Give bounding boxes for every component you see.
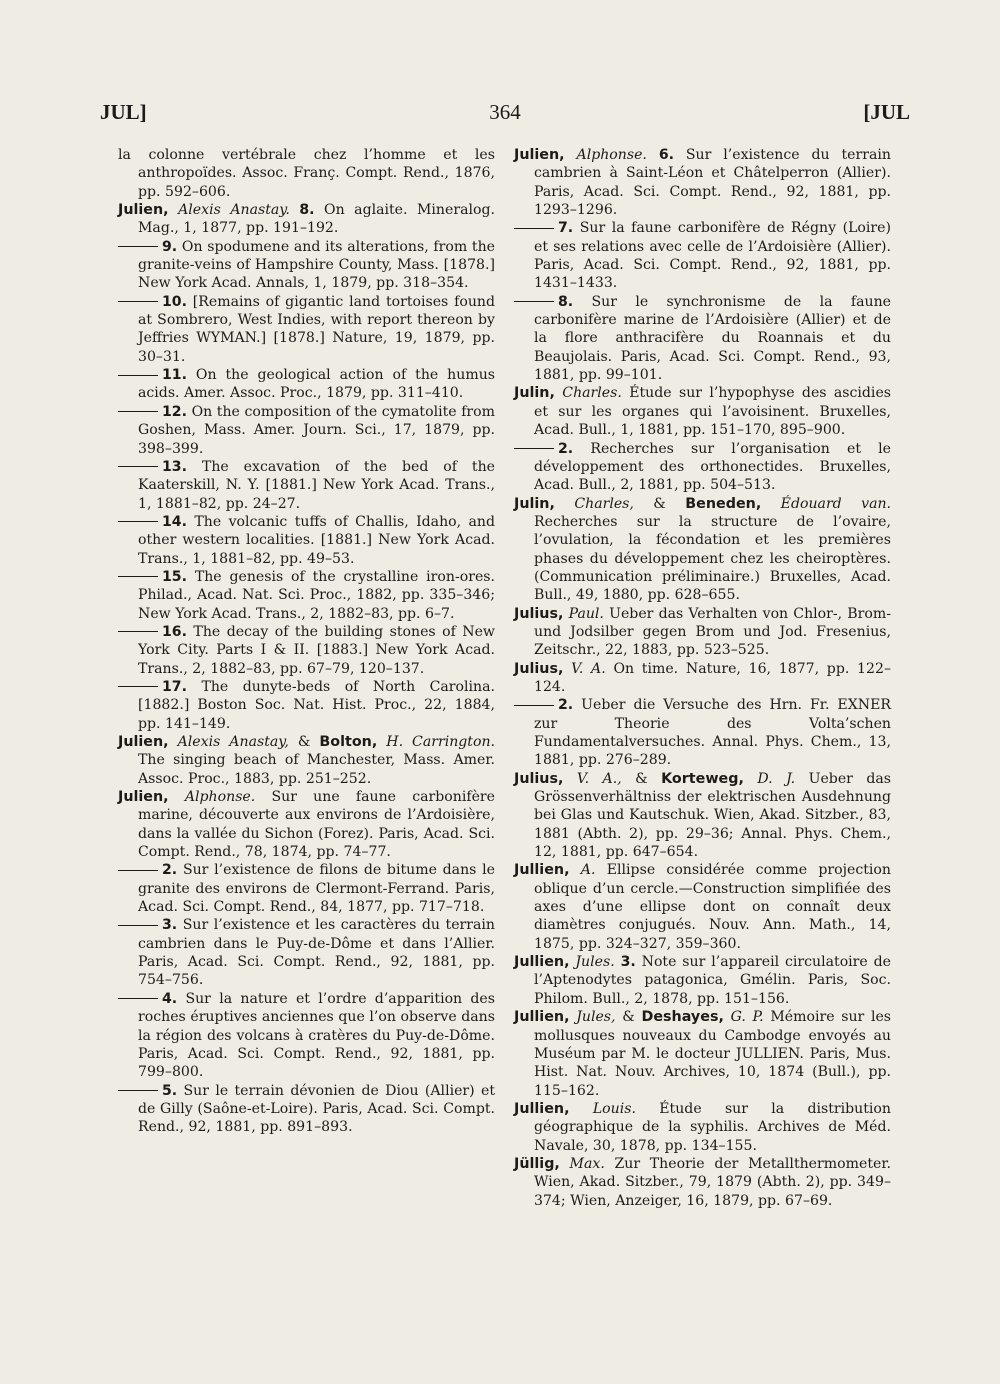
entry-number: 8. [558, 293, 574, 310]
author-given-name: Alexis Anastay, [177, 734, 289, 750]
entry-text: Sur le synchronisme de la faune carbonifère marine de l’Ardoisière (Allier) et de la flore anthracifère du Roannais et du Beaujolais. Paris, Acad. Sci. Compt. Rend., 93, 1881, pp. 99–101. [534, 293, 891, 384]
ampersand: & [622, 1009, 635, 1026]
bibliography-subentry [514, 293, 891, 385]
entry-text: Sur le terrain dévonien de Diou (Allier) et de Gilly (Saône-et-Loire). Paris, Acad. Sci. Compt. Rend., 92, 1881, pp. 891–893. [138, 1082, 495, 1136]
entry-text: Sur l’existence de filons de bitume dans le granite des environs de Clermont-Ferrand. Paris, Acad. Sci. Compt. Rend., 84, 1877, pp. 717–718. [138, 862, 495, 916]
bibliography-subentry [118, 1082, 495, 1137]
bibliography-subentry [118, 366, 495, 403]
entry-text: [Remains of gigantic land tortoises found at Sombrero, West Indies, with report thereon by Jeffries WYMAN.] [1878.] Nature, 19, 1879, pp. 30–31. [138, 293, 495, 365]
author-surname: Jullien, [514, 862, 570, 879]
entry-text: Note sur l’appareil circulatoire de l’Aptenodytes patagonica, Gmélin. Paris, Soc. Philom. Bull., 2, 1878, pp. 151–156. [534, 954, 891, 1007]
bibliography-entry [514, 605, 891, 660]
author-given-name: V. A. [571, 660, 606, 677]
entry-text: The excavation of the bed of the Kaaterskill, N. Y. [1881.] New York Acad. Trans., 1, 1881–82, pp. 24–27. [138, 458, 495, 512]
entry-text: Mémoire sur les mollusques nouveaux du Cambodge envoyés au Muséum par M. le docteur JULLIEN. Paris, Mus. Hist. Nat. Nouv. Archives, 10, 1874 (Bull.), pp. 115–162. [534, 1009, 892, 1099]
coauthor-surname: Bolton, [319, 734, 378, 750]
entry-text: Étude sur l’hypophyse des ascidies et sur les organes qui l’avoisinent. Bruxelles, Acad. Bull., 1, 1881, pp. 151–170, 895–900. [534, 385, 892, 439]
entry-number: 14. [162, 513, 187, 530]
ditto-dash [118, 686, 158, 687]
bibliography-subentry [514, 440, 891, 495]
bibliography-entry-joint [514, 495, 891, 605]
coauthor-surname: Korteweg, [661, 770, 744, 787]
entry-text: Sur une faune carbonifère marine, découverte aux environs de l’Ardoisière, dans la vallée du Sichon (Forez). Paris, Acad. Sci. Compt. Rend., 78, 1874, pp. 74–77. [138, 789, 496, 861]
entry-number: 8. [299, 202, 315, 219]
entry-text: On spodumene and its alterations, from the granite-veins of Hampshire County, Mass. [1878.] New York Acad. Annals, 1, 1879, pp. 318–354. [138, 238, 496, 292]
entry-number: 2. [558, 440, 574, 457]
entry-text: Ueber das Verhalten von Chlor-, Brom- und Jodsilber gegen Brom und Jod. Fresenius, Zeitschr., 22, 1883, pp. 523–525. [534, 605, 891, 659]
coauthor-given-name: H. Carrington. [386, 734, 496, 750]
right-column [514, 146, 891, 1210]
entry-continuation [118, 146, 495, 201]
ditto-dash [514, 448, 554, 449]
author-given-name: Charles. [562, 385, 622, 402]
ditto-dash [118, 466, 158, 467]
running-head-right: [JUL [863, 100, 910, 124]
ditto-dash [118, 998, 158, 999]
coauthor-given-name: Édouard van. [780, 495, 892, 512]
entry-text: The singing beach of Manchester, Mass. Amer. Assoc. Proc., 1883, pp. 251–252. [138, 752, 495, 787]
ditto-dash [514, 301, 554, 302]
bibliography-entry [118, 201, 495, 238]
entry-number: 12. [162, 403, 187, 420]
entry-number: 17. [162, 678, 187, 695]
author-given-name: Alexis Anastay. [178, 202, 290, 219]
entry-text: Sur l’existence du terrain cambrien à Saint-Léon et Châtelperron (Allier). Paris, Acad. Sci. Compt. Rend., 92, 1881, pp. 1293–1296. [534, 147, 891, 219]
entry-text: Étude sur la distribution géographique de la syphilis. Archives de Méd. Navale, 30, 1878, pp. 134–155. [534, 1100, 891, 1154]
author-surname: Jullien, [514, 1009, 570, 1026]
ditto-dash [118, 870, 158, 871]
author-given-name: Charles, [574, 495, 634, 512]
entry-number: 10. [162, 293, 187, 310]
entry-text: The dunyte-beds of North Carolina. [1882.] Boston Soc. Nat. Hist. Proc., 22, 1884, pp. 141–149. [138, 678, 496, 732]
entry-number: 3. [162, 917, 178, 934]
author-surname: Julin, [514, 385, 555, 402]
bibliography-subentry [118, 623, 495, 678]
ditto-dash [514, 228, 554, 229]
entry-text: Ellipse considérée comme projection oblique d’un cercle.—Construction simplifiée des axes d’une ellipse dont on connaît deux diamètres conjugués. Nouv. Ann. Math., 14, 1875, pp. 324–327, 359–360. [534, 862, 891, 952]
bibliography-entry [514, 146, 891, 219]
entry-number: 9. [162, 238, 178, 255]
bibliography-subentry [118, 568, 495, 623]
author-given-name: Jules. [575, 954, 615, 971]
author-given-name: Paul. [568, 605, 604, 622]
author-given-name: Max. [569, 1155, 605, 1172]
author-given-name: Jules, [576, 1009, 616, 1026]
author-surname: Julien, [118, 202, 169, 219]
bibliography-entry [514, 384, 891, 439]
author-surname: Julius, [514, 660, 564, 677]
bibliography-entry [118, 788, 495, 861]
ditto-dash [118, 631, 158, 632]
bibliography-subentry [118, 678, 495, 733]
bibliography-entry [514, 953, 891, 1008]
bibliography-entry [514, 1100, 891, 1155]
entry-text: Recherches sur l’organisation et le développement des orthonectides. Bruxelles, Acad. Bull., 2, 1881, pp. 504–513. [534, 440, 892, 494]
entry-text: The genesis of the crystalline iron-ores. Philad., Acad. Nat. Sci. Proc., 1882, pp. 335–346; New York Acad. Trans., 2, 1882–83, pp. 6–7. [138, 568, 496, 622]
author-surname: Jüllig, [514, 1155, 560, 1172]
author-surname: Julien, [514, 147, 565, 163]
entry-text: Ueber die Versuche des Hrn. Fr. EXNER zur Theorie des Volta’schen Fundamentalversuches. Annal. Phys. Chem., 13, 1881, pp. 276–289. [534, 697, 891, 769]
bibliography-entry-joint [514, 770, 891, 862]
author-surname: Julin, [514, 495, 555, 512]
author-given-name: Louis. [592, 1100, 636, 1117]
entry-text: Sur la faune carbonifère de Régny (Loire) et ses relations avec celle de l’Ardoisière (Allier). Paris, Acad. Sci. Compt. Rend., 92, 1881, pp. 1431–1433. [534, 220, 892, 292]
entry-text: On aglaite. Mineralog. Mag., 1, 1877, pp. 191–192. [138, 202, 495, 237]
author-given-name: Alphonse. [184, 789, 256, 806]
ditto-dash [118, 411, 158, 412]
left-column [118, 146, 495, 1137]
entry-number: 2. [558, 697, 574, 714]
page-number: 364 [489, 100, 521, 124]
page-header [100, 100, 910, 130]
entry-text: Recherches sur la structure de l’ovaire, l’ovulation, la fécondation et les premières phases du développement chez les cheiroptères. (Communication préliminaire.) Bruxelles, Acad. Bull., 49, 1880, pp. 628–655. [534, 513, 891, 604]
running-head-left: JUL] [100, 100, 147, 124]
entry-text: la colonne vertébrale chez l’homme et les anthropoïdes. Assoc. Franç. Compt. Rend., 1876, pp. 592–606. [118, 147, 495, 200]
entry-text: Ueber das Grössenverhältniss der elektrischen Ausdehnung bei Glas und Kautschuk. Wien, Akad. Sitzber., 83, 1881 (Abth. 2), pp. 29–36; Annal. Phys. Chem., 12, 1881, pp. 647–654. [534, 770, 892, 861]
bibliography-subentry [118, 990, 495, 1082]
entry-text: On the geological action of the humus acids. Amer. Assoc. Proc., 1879, pp. 311–410. [138, 367, 496, 402]
bibliography-entry [514, 660, 891, 697]
ditto-dash [118, 375, 158, 376]
ampersand: & [635, 770, 648, 787]
bibliography-entry [514, 861, 891, 953]
author-given-name: V. A., [576, 770, 622, 787]
entry-text: The volcanic tuffs of Challis, Idaho, and other western localities. [1881.] New York Acad. Trans., 1, 1881–82, pp. 49–53. [138, 513, 496, 567]
entry-number: 3. [620, 954, 636, 971]
ampersand: & [297, 734, 311, 750]
coauthor-surname: Deshayes, [641, 1009, 724, 1026]
author-given-name: A. [580, 862, 596, 879]
bibliography-entry-joint [118, 733, 495, 788]
bibliography-subentry [514, 696, 891, 769]
author-surname: Julius, [514, 770, 564, 787]
bibliography-subentry [118, 403, 495, 458]
entry-number: 6. [658, 147, 674, 163]
bibliography-subentry [118, 513, 495, 568]
entry-text: Sur la nature et l’ordre d’apparition des roches éruptives anciennes que l’on observe dans la région des volcans à cratères du Puy-de-Dôme. Paris, Acad. Sci. Compt. Rend., 92, 1881, pp. 799–800. [138, 990, 496, 1081]
coauthor-given-name: D. J. [757, 770, 796, 787]
entry-number: 2. [162, 862, 178, 879]
ditto-dash [118, 301, 158, 302]
coauthor-given-name: G. P. [730, 1009, 764, 1026]
bibliography-subentry [118, 861, 495, 916]
entry-text: On time. Nature, 16, 1877, pp. 122–124. [534, 660, 891, 695]
ditto-dash [118, 576, 158, 577]
coauthor-surname: Beneden, [685, 495, 762, 512]
entry-number: 11. [162, 367, 187, 384]
entry-text: On the composition of the cymatolite from Goshen, Mass. Amer. Journ. Sci., 17, 1879, pp. 398–399. [138, 403, 495, 457]
ampersand: & [653, 495, 666, 512]
bibliography-entry [514, 1155, 891, 1210]
ditto-dash [118, 521, 158, 522]
entry-text: The decay of the building stones of New York City. Parts I & II. [1883.] New York Acad. Trans., 2, 1882–83, pp. 67–79, 120–137. [138, 623, 495, 677]
entry-number: 7. [558, 220, 574, 237]
entry-number: 4. [162, 990, 178, 1007]
bibliography-entry-joint [514, 1008, 891, 1100]
entry-number: 13. [162, 458, 187, 475]
author-surname: Julius, [514, 605, 564, 622]
ditto-dash [514, 705, 554, 706]
author-surname: Julien, [118, 734, 169, 750]
ditto-dash [118, 925, 158, 926]
bibliography-subentry [118, 458, 495, 513]
entry-number: 16. [162, 623, 187, 640]
ditto-dash [118, 246, 158, 247]
entry-text: Sur l’existence et les caractères du terrain cambrien dans le Puy-de-Dôme et dans l’Allier. Paris, Acad. Sci. Compt. Rend., 92, 1881, pp. 754–756. [138, 917, 496, 989]
author-surname: Jullien, [514, 1100, 570, 1117]
entry-number: 5. [162, 1082, 178, 1099]
entry-number: 15. [162, 568, 187, 585]
author-surname: Jullien, [514, 954, 570, 971]
ditto-dash [118, 1090, 158, 1091]
author-given-name: Alphonse. [576, 147, 647, 163]
bibliography-subentry [118, 916, 495, 989]
bibliography-subentry [118, 238, 495, 293]
author-surname: Julien, [118, 789, 169, 806]
bibliography-subentry [514, 219, 891, 292]
entry-text: Zur Theorie der Metallthermometer. Wien, Akad. Sitzber., 79, 1879 (Abth. 2), pp. 349–374; Wien, Anzeiger, 16, 1879, pp. 67–69. [534, 1155, 891, 1209]
bibliography-subentry [118, 293, 495, 366]
